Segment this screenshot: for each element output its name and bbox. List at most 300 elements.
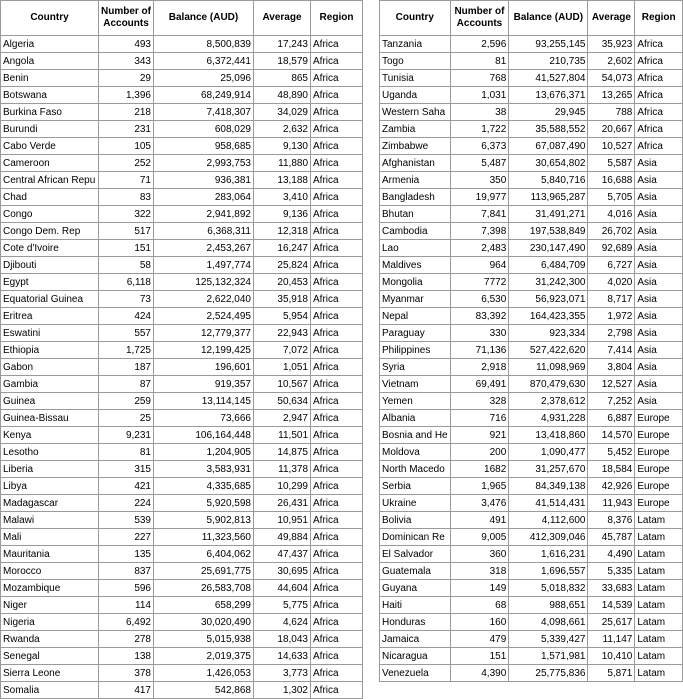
cell-region: Africa	[311, 87, 363, 104]
cell-balance: 3,583,931	[154, 461, 254, 478]
cell-average: 788	[588, 104, 635, 121]
cell-number-of-accounts: 73	[99, 291, 154, 308]
cell-region: Africa	[635, 53, 683, 70]
cell-average: 1,972	[588, 308, 635, 325]
cell-number-of-accounts: 81	[99, 444, 154, 461]
table-row	[380, 665, 683, 682]
cell-balance: 67,087,490	[509, 138, 588, 155]
table-row	[380, 104, 683, 121]
cell-country: Guinea	[1, 393, 99, 410]
cell-balance: 11,098,969	[509, 359, 588, 376]
header-region: Region	[635, 1, 683, 36]
cell-balance: 1,090,477	[509, 444, 588, 461]
cell-number-of-accounts: 421	[99, 478, 154, 495]
cell-average: 2,947	[254, 410, 311, 427]
cell-average: 12,527	[588, 376, 635, 393]
cell-balance: 5,339,427	[509, 631, 588, 648]
table-row	[1, 631, 363, 648]
cell-region: Africa	[311, 342, 363, 359]
cell-balance: 2,941,892	[154, 206, 254, 223]
table-row	[380, 597, 683, 614]
table-row	[380, 155, 683, 172]
cell-balance: 197,538,849	[509, 223, 588, 240]
cell-country: Liberia	[1, 461, 99, 478]
cell-country: Guinea-Bissau	[1, 410, 99, 427]
cell-country: Kenya	[1, 427, 99, 444]
table-row	[1, 274, 363, 291]
cell-balance: 412,309,046	[509, 529, 588, 546]
cell-country: Vietnam	[380, 376, 451, 393]
cell-balance: 4,335,685	[154, 478, 254, 495]
cell-average: 45,787	[588, 529, 635, 546]
table-row	[380, 461, 683, 478]
table-row	[380, 53, 683, 70]
cell-number-of-accounts: 218	[99, 104, 154, 121]
cell-region: Africa	[311, 155, 363, 172]
cell-region: Africa	[311, 172, 363, 189]
table-row	[1, 53, 363, 70]
cell-number-of-accounts: 1,722	[450, 121, 509, 138]
cell-balance: 13,676,371	[509, 87, 588, 104]
cell-average: 12,318	[254, 223, 311, 240]
cell-balance: 8,500,839	[154, 36, 254, 53]
table-row	[1, 444, 363, 461]
cell-average: 33,683	[588, 580, 635, 597]
table-row	[380, 274, 683, 291]
cell-country: Morocco	[1, 563, 99, 580]
table-row	[380, 444, 683, 461]
cell-balance: 5,902,813	[154, 512, 254, 529]
cell-region: Asia	[635, 342, 683, 359]
cell-balance: 41,514,431	[509, 495, 588, 512]
table-row	[380, 189, 683, 206]
cell-balance: 6,484,709	[509, 257, 588, 274]
cell-balance: 210,735	[509, 53, 588, 70]
cell-number-of-accounts: 71,136	[450, 342, 509, 359]
cell-region: Africa	[311, 291, 363, 308]
cell-number-of-accounts: 768	[450, 70, 509, 87]
cell-average: 5,775	[254, 597, 311, 614]
cell-average: 1,051	[254, 359, 311, 376]
cell-region: Asia	[635, 206, 683, 223]
cell-balance: 84,349,138	[509, 478, 588, 495]
cell-region: Europe	[635, 444, 683, 461]
cell-number-of-accounts: 187	[99, 359, 154, 376]
table-row	[1, 665, 363, 682]
cell-average: 2,632	[254, 121, 311, 138]
cell-number-of-accounts: 105	[99, 138, 154, 155]
cell-country: Philippines	[380, 342, 451, 359]
cell-number-of-accounts: 83	[99, 189, 154, 206]
cell-average: 8,376	[588, 512, 635, 529]
cell-region: Asia	[635, 189, 683, 206]
cell-country: Paraguay	[380, 325, 451, 342]
cell-balance: 113,965,287	[509, 189, 588, 206]
cell-balance: 7,418,307	[154, 104, 254, 121]
table-row	[380, 478, 683, 495]
cell-number-of-accounts: 29	[99, 70, 154, 87]
cell-region: Africa	[311, 580, 363, 597]
cell-country: Congo Dem. Rep	[1, 223, 99, 240]
cell-balance: 29,945	[509, 104, 588, 121]
cell-region: Latam	[635, 529, 683, 546]
cell-country: Nicaragua	[380, 648, 451, 665]
cell-region: Africa	[311, 529, 363, 546]
cell-number-of-accounts: 69,491	[450, 376, 509, 393]
cell-number-of-accounts: 81	[450, 53, 509, 70]
cell-number-of-accounts: 151	[99, 240, 154, 257]
cell-balance: 31,242,300	[509, 274, 588, 291]
cell-number-of-accounts: 539	[99, 512, 154, 529]
cell-number-of-accounts: 7,841	[450, 206, 509, 223]
cell-country: Jamaica	[380, 631, 451, 648]
cell-number-of-accounts: 315	[99, 461, 154, 478]
cell-region: Africa	[635, 36, 683, 53]
cell-country: Libya	[1, 478, 99, 495]
cell-average: 18,043	[254, 631, 311, 648]
cell-number-of-accounts: 417	[99, 682, 154, 699]
cell-balance: 164,423,355	[509, 308, 588, 325]
cell-number-of-accounts: 83,392	[450, 308, 509, 325]
cell-number-of-accounts: 278	[99, 631, 154, 648]
cell-number-of-accounts: 224	[99, 495, 154, 512]
cell-country: Yemen	[380, 393, 451, 410]
table-row	[380, 529, 683, 546]
cell-country: Algeria	[1, 36, 99, 53]
cell-country: Tanzania	[380, 36, 451, 53]
cell-number-of-accounts: 7772	[450, 274, 509, 291]
cell-region: Africa	[311, 665, 363, 682]
cell-country: North Macedo	[380, 461, 451, 478]
cell-country: Djibouti	[1, 257, 99, 274]
cell-balance: 2,993,753	[154, 155, 254, 172]
cell-country: Syria	[380, 359, 451, 376]
header-number-of-accounts: Number of Accounts	[450, 1, 509, 36]
cell-country: Honduras	[380, 614, 451, 631]
cell-number-of-accounts: 557	[99, 325, 154, 342]
cell-country: Burundi	[1, 121, 99, 138]
cell-region: Africa	[311, 682, 363, 699]
cell-country: Western Saha	[380, 104, 451, 121]
cell-number-of-accounts: 200	[450, 444, 509, 461]
cell-country: Lesotho	[1, 444, 99, 461]
cell-average: 50,634	[254, 393, 311, 410]
cell-average: 6,727	[588, 257, 635, 274]
table-row	[1, 189, 363, 206]
header-country: Country	[1, 1, 99, 36]
cell-average: 8,717	[588, 291, 635, 308]
table-row	[380, 308, 683, 325]
table-body-left	[1, 36, 363, 699]
table-row	[1, 308, 363, 325]
cell-country: Venezuela	[380, 665, 451, 682]
table-row	[380, 240, 683, 257]
cell-country: Mongolia	[380, 274, 451, 291]
cell-balance: 5,018,832	[509, 580, 588, 597]
table-row	[380, 648, 683, 665]
cell-region: Africa	[311, 70, 363, 87]
cell-average: 5,452	[588, 444, 635, 461]
cell-number-of-accounts: 9,231	[99, 427, 154, 444]
cell-balance: 4,931,228	[509, 410, 588, 427]
cell-country: Bosnia and He	[380, 427, 451, 444]
cell-number-of-accounts: 7,398	[450, 223, 509, 240]
cell-region: Africa	[635, 138, 683, 155]
cell-balance: 12,199,425	[154, 342, 254, 359]
cell-region: Latam	[635, 597, 683, 614]
table-row	[380, 580, 683, 597]
table-row	[1, 223, 363, 240]
cell-country: Afghanistan	[380, 155, 451, 172]
cell-country: Chad	[1, 189, 99, 206]
table-row	[380, 410, 683, 427]
cell-number-of-accounts: 6,530	[450, 291, 509, 308]
cell-country: Eritrea	[1, 308, 99, 325]
cell-region: Europe	[635, 410, 683, 427]
table-row	[1, 138, 363, 155]
table-row	[1, 206, 363, 223]
cell-average: 4,490	[588, 546, 635, 563]
cell-region: Europe	[635, 478, 683, 495]
cell-number-of-accounts: 350	[450, 172, 509, 189]
cell-average: 26,702	[588, 223, 635, 240]
cell-number-of-accounts: 135	[99, 546, 154, 563]
table-row	[380, 393, 683, 410]
cell-country: Zambia	[380, 121, 451, 138]
cell-country: Lao	[380, 240, 451, 257]
cell-region: Asia	[635, 359, 683, 376]
cell-balance: 5,015,938	[154, 631, 254, 648]
cell-country: Tunisia	[380, 70, 451, 87]
cell-country: Albania	[380, 410, 451, 427]
cell-number-of-accounts: 493	[99, 36, 154, 53]
cell-average: 44,604	[254, 580, 311, 597]
table-row	[1, 427, 363, 444]
table-row	[1, 376, 363, 393]
cell-average: 7,414	[588, 342, 635, 359]
cell-region: Africa	[311, 121, 363, 138]
table-row	[380, 359, 683, 376]
cell-average: 3,804	[588, 359, 635, 376]
cell-region: Africa	[311, 189, 363, 206]
cell-region: Latam	[635, 512, 683, 529]
table-row	[1, 410, 363, 427]
cell-number-of-accounts: 25	[99, 410, 154, 427]
cell-country: Egypt	[1, 274, 99, 291]
table-row	[1, 359, 363, 376]
cell-average: 14,633	[254, 648, 311, 665]
cell-average: 14,570	[588, 427, 635, 444]
cell-balance: 5,920,598	[154, 495, 254, 512]
cell-number-of-accounts: 2,596	[450, 36, 509, 53]
cell-number-of-accounts: 328	[450, 393, 509, 410]
header-average: Average	[588, 1, 635, 36]
cell-region: Africa	[311, 308, 363, 325]
table-row	[1, 682, 363, 699]
cell-average: 5,871	[588, 665, 635, 682]
table-row	[380, 223, 683, 240]
cell-number-of-accounts: 964	[450, 257, 509, 274]
cell-country: Ukraine	[380, 495, 451, 512]
cell-number-of-accounts: 716	[450, 410, 509, 427]
cell-balance: 1,426,053	[154, 665, 254, 682]
cell-country: Togo	[380, 53, 451, 70]
cell-region: Africa	[311, 274, 363, 291]
table-row	[380, 325, 683, 342]
cell-number-of-accounts: 1,031	[450, 87, 509, 104]
cell-balance: 2,524,495	[154, 308, 254, 325]
cell-country: Mali	[1, 529, 99, 546]
table-row	[380, 206, 683, 223]
table-row	[380, 138, 683, 155]
cell-region: Africa	[311, 223, 363, 240]
cell-average: 48,890	[254, 87, 311, 104]
cell-average: 14,875	[254, 444, 311, 461]
cell-country: Eswatini	[1, 325, 99, 342]
cell-region: Africa	[311, 104, 363, 121]
cell-number-of-accounts: 160	[450, 614, 509, 631]
cell-region: Africa	[311, 495, 363, 512]
cell-region: Europe	[635, 495, 683, 512]
cell-region: Asia	[635, 325, 683, 342]
cell-region: Africa	[311, 240, 363, 257]
cell-region: Asia	[635, 240, 683, 257]
cell-region: Africa	[311, 648, 363, 665]
cell-balance: 6,372,441	[154, 53, 254, 70]
cell-region: Africa	[311, 138, 363, 155]
cell-average: 4,016	[588, 206, 635, 223]
cell-average: 11,943	[588, 495, 635, 512]
cell-average: 35,923	[588, 36, 635, 53]
cell-number-of-accounts: 4,390	[450, 665, 509, 682]
cell-average: 13,265	[588, 87, 635, 104]
cell-country: Central African Repu	[1, 172, 99, 189]
table-row	[380, 121, 683, 138]
table-row	[380, 512, 683, 529]
cell-country: Congo	[1, 206, 99, 223]
cell-balance: 923,334	[509, 325, 588, 342]
cell-country: Armenia	[380, 172, 451, 189]
cell-number-of-accounts: 424	[99, 308, 154, 325]
cell-region: Asia	[635, 291, 683, 308]
table-row	[380, 376, 683, 393]
table-row	[1, 325, 363, 342]
table-row	[1, 597, 363, 614]
cell-country: Rwanda	[1, 631, 99, 648]
table-row	[380, 291, 683, 308]
cell-average: 10,410	[588, 648, 635, 665]
cell-average: 16,688	[588, 172, 635, 189]
cell-region: Africa	[311, 512, 363, 529]
cell-number-of-accounts: 9,005	[450, 529, 509, 546]
cell-average: 18,579	[254, 53, 311, 70]
cell-balance: 2,378,612	[509, 393, 588, 410]
cell-region: Asia	[635, 155, 683, 172]
cell-balance: 988,651	[509, 597, 588, 614]
cell-number-of-accounts: 1682	[450, 461, 509, 478]
cell-balance: 93,255,145	[509, 36, 588, 53]
cell-region: Africa	[311, 597, 363, 614]
cell-country: Sierra Leone	[1, 665, 99, 682]
cell-average: 20,667	[588, 121, 635, 138]
cell-region: Africa	[311, 444, 363, 461]
cell-average: 11,378	[254, 461, 311, 478]
cell-balance: 870,479,630	[509, 376, 588, 393]
cell-balance: 31,257,670	[509, 461, 588, 478]
table-row	[380, 495, 683, 512]
cell-region: Africa	[311, 631, 363, 648]
cell-average: 25,617	[588, 614, 635, 631]
cell-balance: 958,685	[154, 138, 254, 155]
cell-country: Serbia	[380, 478, 451, 495]
header-row	[380, 1, 683, 36]
cell-region: Latam	[635, 648, 683, 665]
cell-average: 4,624	[254, 614, 311, 631]
table-row	[1, 495, 363, 512]
cell-number-of-accounts: 227	[99, 529, 154, 546]
cell-average: 7,252	[588, 393, 635, 410]
cell-average: 16,247	[254, 240, 311, 257]
cell-average: 35,918	[254, 291, 311, 308]
cell-region: Asia	[635, 376, 683, 393]
cell-number-of-accounts: 259	[99, 393, 154, 410]
cell-country: Haiti	[380, 597, 451, 614]
cell-region: Africa	[311, 427, 363, 444]
cell-country: Malawi	[1, 512, 99, 529]
cell-average: 10,527	[588, 138, 635, 155]
header-average: Average	[254, 1, 311, 36]
cell-balance: 196,601	[154, 359, 254, 376]
cell-balance: 25,096	[154, 70, 254, 87]
cell-balance: 283,064	[154, 189, 254, 206]
header-balance: Balance (AUD)	[154, 1, 254, 36]
cell-region: Africa	[311, 257, 363, 274]
table-row	[380, 36, 683, 53]
cell-number-of-accounts: 6,118	[99, 274, 154, 291]
cell-number-of-accounts: 138	[99, 648, 154, 665]
cell-balance: 35,588,552	[509, 121, 588, 138]
cell-country: Equatorial Guinea	[1, 291, 99, 308]
cell-region: Europe	[635, 427, 683, 444]
cell-country: Guyana	[380, 580, 451, 597]
cell-region: Africa	[311, 614, 363, 631]
cell-balance: 6,404,062	[154, 546, 254, 563]
table-row	[380, 87, 683, 104]
cell-country: Cameroon	[1, 155, 99, 172]
cell-number-of-accounts: 19,977	[450, 189, 509, 206]
cell-country: Mauritania	[1, 546, 99, 563]
cell-average: 1,302	[254, 682, 311, 699]
cell-balance: 2,453,267	[154, 240, 254, 257]
cell-country: Cambodia	[380, 223, 451, 240]
cell-average: 9,136	[254, 206, 311, 223]
cell-balance: 2,622,040	[154, 291, 254, 308]
table-row	[1, 393, 363, 410]
table-row	[1, 291, 363, 308]
cell-average: 49,884	[254, 529, 311, 546]
cell-country: Madagascar	[1, 495, 99, 512]
cell-region: Africa	[311, 325, 363, 342]
cell-average: 47,437	[254, 546, 311, 563]
cell-region: Africa	[311, 546, 363, 563]
cell-average: 865	[254, 70, 311, 87]
cell-balance: 4,112,600	[509, 512, 588, 529]
cell-average: 9,130	[254, 138, 311, 155]
cell-number-of-accounts: 491	[450, 512, 509, 529]
cell-balance: 1,497,774	[154, 257, 254, 274]
cell-average: 10,951	[254, 512, 311, 529]
cell-average: 6,887	[588, 410, 635, 427]
